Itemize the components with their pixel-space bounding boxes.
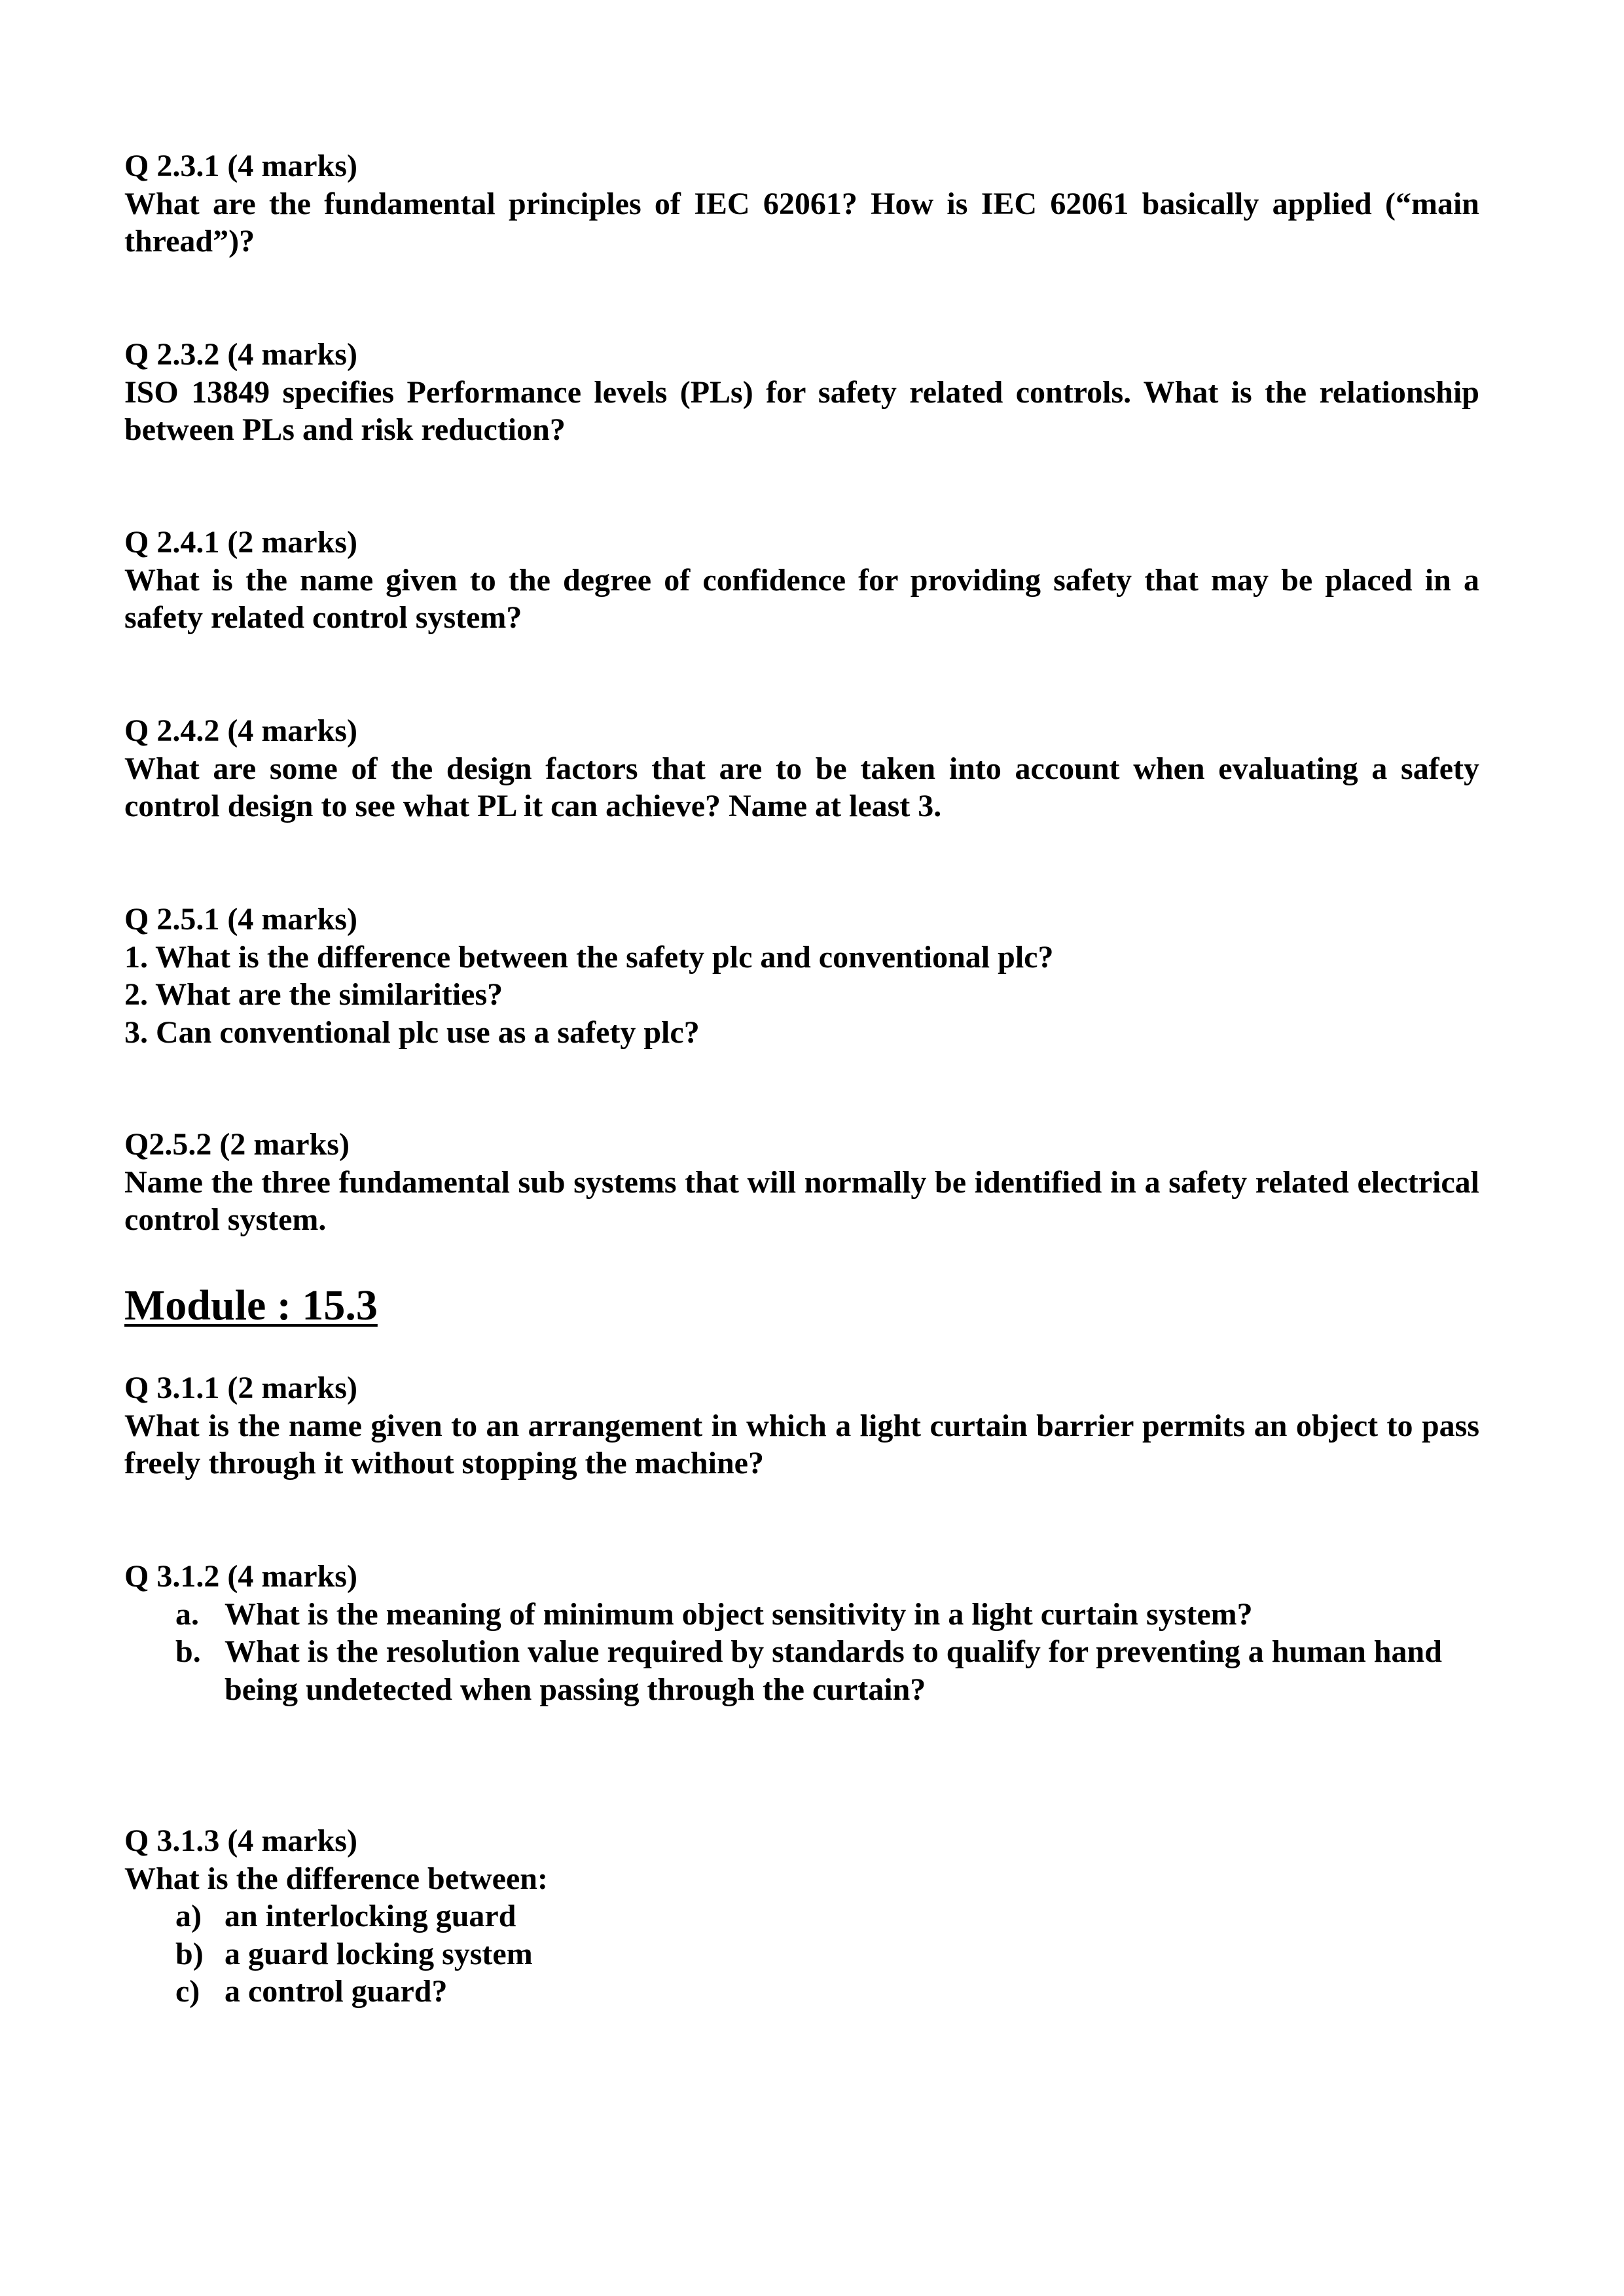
list-item-text: What is the resolution value required by standards to qualify for preventing a human hand being undetected when passing through the curtain? bbox=[225, 1634, 1442, 1707]
list-marker: b) bbox=[175, 1936, 204, 1971]
list-item bbox=[175, 1973, 1479, 2011]
question-2-3-2 bbox=[124, 336, 1479, 449]
question-2-3-1 bbox=[124, 147, 1479, 260]
question-text: What is the name given to an arrangement in which a light curtain barrier permits an object to pass freely through it without stopping the machine? bbox=[124, 1408, 1479, 1480]
question-text: What is the difference between: bbox=[124, 1861, 548, 1896]
list-item bbox=[175, 1596, 1479, 1634]
question-2-5-1 bbox=[124, 901, 1479, 1051]
question-line: 2. What are the similarities? bbox=[124, 977, 503, 1012]
question-heading: Q 2.5.1 (4 marks) bbox=[124, 902, 357, 937]
list-item-text: an interlocking guard bbox=[225, 1899, 516, 1933]
list-marker: a. bbox=[175, 1596, 199, 1632]
list-item bbox=[175, 1897, 1479, 1935]
question-2-4-2 bbox=[124, 712, 1479, 825]
list-marker: c) bbox=[175, 1974, 200, 2009]
question-line: 3. Can conventional plc use as a safety plc? bbox=[124, 1014, 700, 1050]
question-heading: Q 2.3.1 (4 marks) bbox=[124, 149, 357, 183]
question-text: What are the fundamental principles of IEC 62061? How is IEC 62061 basically applied (“main thread”)? bbox=[124, 186, 1479, 259]
question-heading: Q 2.4.2 (4 marks) bbox=[124, 713, 357, 748]
list-item-text: What is the meaning of minimum object sensitivity in a light curtain system? bbox=[225, 1596, 1253, 1632]
question-text: What are some of the design factors that are to be taken into account when evaluating a safety control design to see what PL it can achieve? Name at least 3. bbox=[124, 751, 1479, 823]
question-text: What is the name given to the degree of confidence for providing safety that may be placed in a safety related control system? bbox=[124, 562, 1479, 635]
question-text: ISO 13849 specifies Performance levels (PLs) for safety related controls. What is the relationship between PLs and risk reduction? bbox=[124, 374, 1479, 447]
question-heading: Q2.5.2 (2 marks) bbox=[124, 1127, 350, 1162]
question-heading: Q 3.1.1 (2 marks) bbox=[124, 1371, 357, 1405]
question-heading: Q 3.1.2 (4 marks) bbox=[124, 1559, 357, 1594]
list-item-text: a control guard? bbox=[225, 1974, 448, 2009]
question-2-5-2 bbox=[124, 1126, 1479, 1239]
question-line: 1. What is the difference between the safety plc and conventional plc? bbox=[124, 939, 1054, 975]
question-heading: Q 2.3.2 (4 marks) bbox=[124, 337, 357, 372]
list-item-text: a guard locking system bbox=[225, 1936, 533, 1971]
list-item bbox=[175, 1633, 1479, 1708]
question-3-1-3 bbox=[124, 1822, 1479, 2011]
question-heading: Q 3.1.3 (4 marks) bbox=[124, 1823, 357, 1858]
list-marker: a) bbox=[175, 1899, 202, 1933]
list-item bbox=[175, 1935, 1479, 1973]
list-marker: b. bbox=[175, 1634, 201, 1669]
question-3-1-2 bbox=[124, 1558, 1479, 1708]
question-2-4-1 bbox=[124, 524, 1479, 637]
module-heading: Module : 15.3 bbox=[124, 1282, 378, 1329]
question-3-1-1 bbox=[124, 1369, 1479, 1482]
question-text: Name the three fundamental sub systems that will normally be identified in a safety related electrical control system. bbox=[124, 1164, 1479, 1237]
question-heading: Q 2.4.1 (2 marks) bbox=[124, 525, 357, 560]
